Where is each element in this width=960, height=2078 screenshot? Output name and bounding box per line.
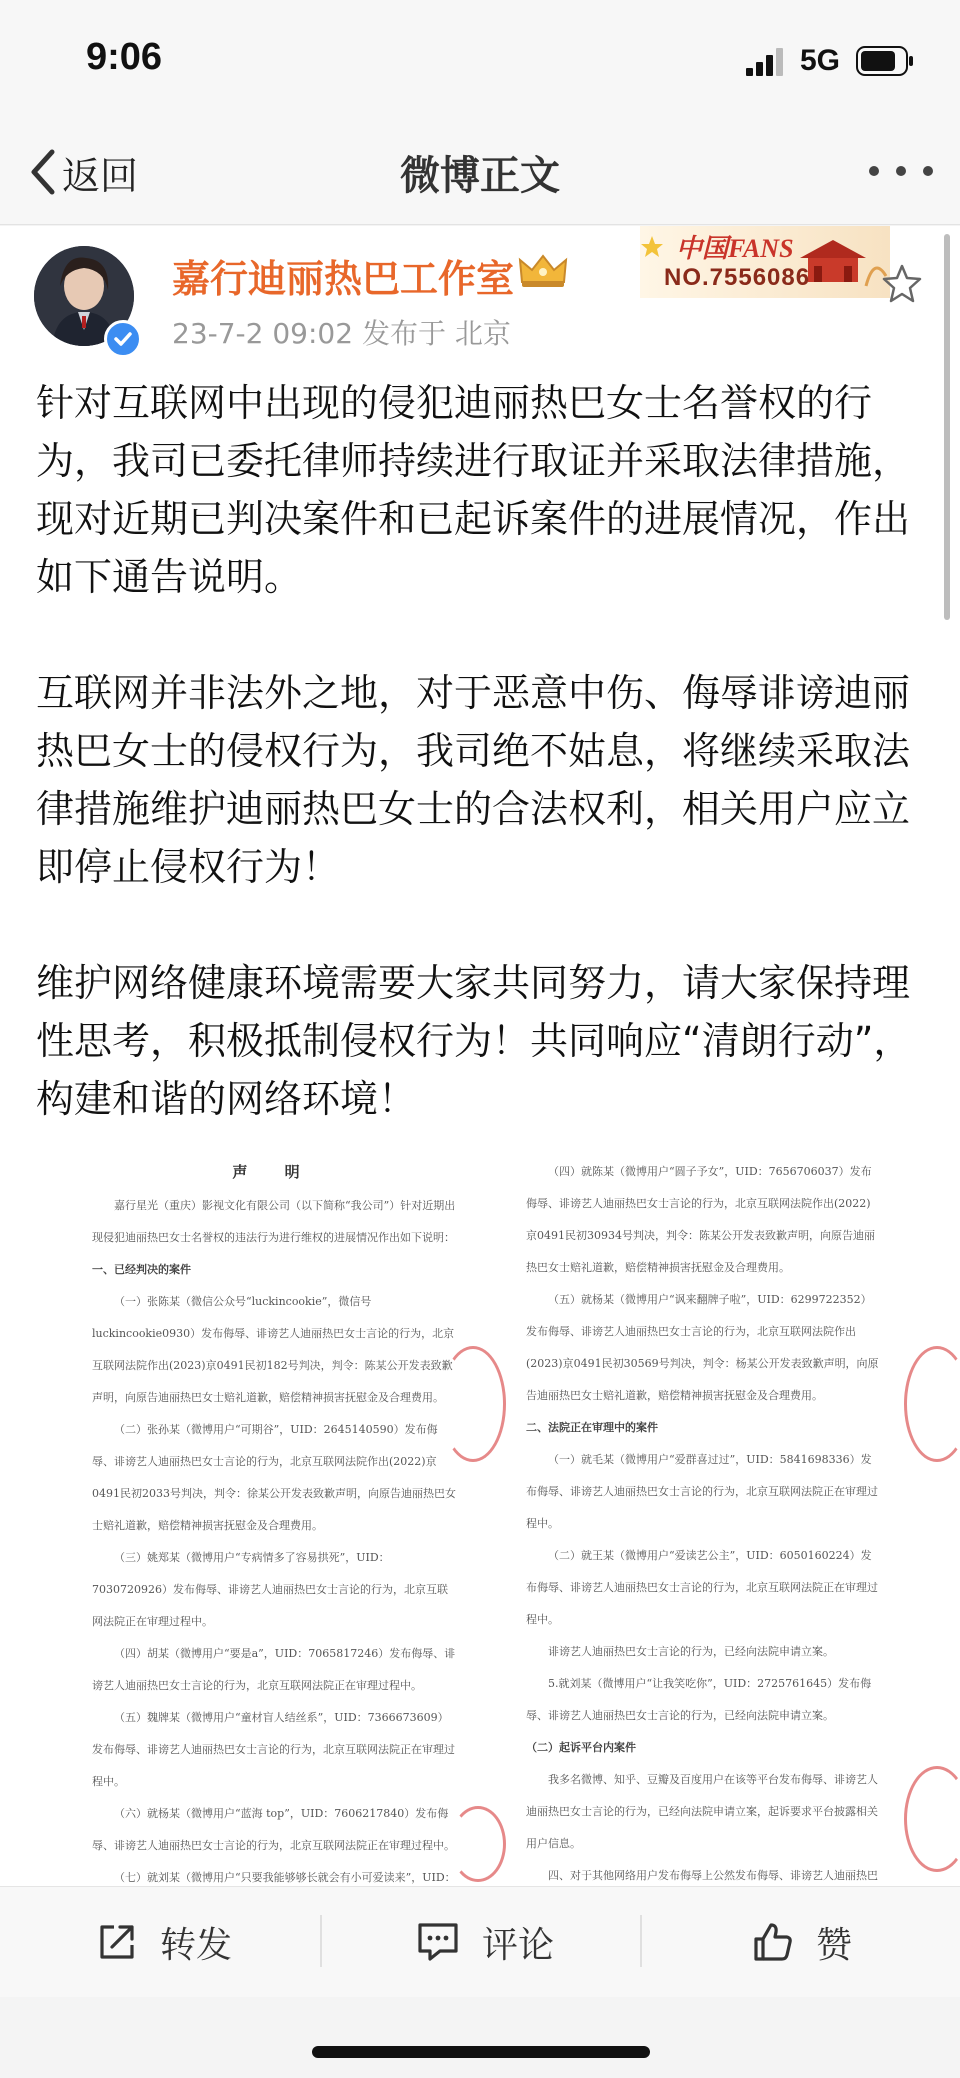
like-button[interactable] [752,1887,852,1997]
seal-stamp [904,1766,960,1872]
network-type: 5G [800,44,841,77]
comment-button[interactable] [416,1887,554,1997]
seal-stamp [440,1346,506,1462]
doc-line: （六）就杨某（微博用户“蓝海 top”，UID：7606217840）发布侮辱、诽谤艺人迪丽热巴女士言论的行为，北京互联网法院正在审理过程中。 [92,1807,455,1852]
fans-badge-title: 中国FANS [676,234,794,263]
back-label: 返回 [62,153,139,198]
doc-heading: （二）起诉平台内案件 [526,1741,636,1754]
doc-line: （五）魏牌某（微博用户“童材盲人结丝系”，UID：7366673609）发布侮辱、诽谤艺人迪丽热巴女士言论的行为，北京互联网法院正在审理过程中。 [92,1711,455,1788]
post-body [36,374,926,1186]
doc-line: 诽谤艺人迪丽热巴女士言论的行为，已经向法院申请立案。 [548,1645,834,1658]
seal-stamp [904,1346,960,1462]
share-icon [96,1921,138,1963]
doc-line: （二）张孙某（微博用户“可期谷”，UID：2645140590）发布侮辱、诽谤艺人迪丽热巴女士言论的行为，北京互联网法院作出(2022)京0491民初2033号判决，判令：徐某公开发表致歉声明，向原告迪丽热巴女士赔礼道歉，赔偿精神损害抚慰金及合理费用。 [92,1423,456,1532]
doc-line: （三）姚郑某（微博用户“专病情多了容易拱死”，UID：7030720926）发布侮辱、诽谤艺人迪丽热巴女士言论的行为，北京互联网法院正在审理过程中。 [92,1551,448,1628]
divider [320,1915,322,1967]
post-card [0,226,960,1886]
nav-bar [0,120,960,225]
seal-stamp [450,1806,506,1882]
more-icon[interactable] [866,158,936,184]
repost-label: 转发 [160,1924,233,1966]
doc-line: （四）就陈某（微博用户“圆子予女”，UID：7656706037）发布侮辱、诽谤艺人迪丽热巴女士言论的行为，北京互联网法院作出(2022)京0491民初30934号判决，判令：陈某公开发表致歉声明，向原告迪丽热巴女士赔礼道歉，赔偿精神损害抚慰金及合理费用。 [526,1165,875,1274]
doc-line: （七）就刘某（微博用户“只要我能够够长就会有小可爱读来”，UID： [114,1871,456,1884]
divider [640,1915,642,1967]
signal-icon [746,48,786,76]
document-image-left[interactable] [92,1156,456,1886]
home-indicator[interactable] [312,2046,650,2058]
status-bar [0,0,960,120]
doc-line: （一）张陈某（微信公众号“luckincookie”，微信号luckincookie0930）发布侮辱、诽谤艺人迪丽热巴女士言论的行为，北京互联网法院作出(2023)京0491民初182号判决，判令：陈某公开发表致歉声明，向原告迪丽热巴女士赔礼道歉，赔偿精神损害抚慰金及合理费用。 [92,1295,455,1404]
doc-title: 声 明 [232,1163,316,1181]
battery-icon [856,46,914,76]
doc-line: 5.就刘某（微博用户“让我笑吃你”，UID：2725761645）发布侮辱、诽谤艺人迪丽热巴女士言论的行为，已经向法院申请立案。 [526,1677,872,1722]
star-icon[interactable] [880,262,924,306]
doc-line: 四、对于其他网络用户发布侮辱上公然发布侮辱、诽谤艺人迪丽热巴 [548,1869,878,1882]
comment-label: 评论 [482,1924,555,1966]
doc-heading: 二、法院正在审理中的案件 [526,1421,658,1434]
document-image-right[interactable] [526,1156,880,1886]
doc-line: （二）就王某（微博用户“爱读艺公主”，UID：6050160224）发布侮辱、诽谤艺人迪丽热巴女士言论的行为，北京互联网法院正在审理过程中。 [526,1549,878,1626]
crown-icon [518,252,568,288]
page-title: 微博正文 [400,153,560,199]
status-time: 9:06 [86,36,163,78]
thumbs-up-icon [752,1921,794,1963]
doc-line: （一）就毛某（微博用户“爱群喜过过”，UID：5841698336）发布侮辱、诽谤艺人迪丽热巴女士言论的行为，北京互联网法院正在审理过程中。 [526,1453,878,1530]
doc-line: （五）就杨某（微博用户“讽来翻牌子啦”，UID：6299722352）发布侮辱、诽谤艺人迪丽热巴女士言论的行为，北京互联网法院作出(2023)京0491民初30569号判决，判令：杨某公开发表致歉声明，向原告迪丽热巴女士赔礼道歉，赔偿精神损害抚慰金及合理费用。 [526,1293,879,1402]
comment-icon [416,1921,460,1963]
user-name[interactable]: 嘉行迪丽热巴工作室 [172,257,515,301]
fans-number: NO.7556086 [664,264,811,291]
post-paragraph: 维护网络健康环境需要大家共同努力，请大家保持理性思考，积极抵制侵权行为！共同响应“清朗行动”，构建和谐的网络环境！ [36,961,912,1121]
doc-line: （四）胡某（微博用户“要是a”，UID：7065817246）发布侮辱、诽谤艺人迪丽热巴女士言论的行为，北京互联网法院正在审理过程中。 [92,1647,456,1692]
doc-heading: 一、已经判决的案件 [92,1263,191,1276]
verified-icon [104,320,142,358]
doc-line: 我多名微博、知乎、豆瓣及百度用户在该等平台发布侮辱、诽谤艺人迪丽热巴女士言论的行为，已经向法院申请立案，起诉要求平台披露相关用户信息。 [526,1773,878,1850]
action-bar [0,1886,960,1997]
post-paragraph: 互联网并非法外之地，对于恶意中伤、侮辱诽谤迪丽热巴女士的侵权行为，我司绝不姑息，将继续采取法律措施维护迪丽热巴女士的合法权利，相关用户应立即停止侵权行为！ [36,671,911,889]
post-paragraph: 针对互联网中出现的侵犯迪丽热巴女士名誉权的行为，我司已委托律师持续进行取证并采取法律措施，现对近期已判决案件和已起诉案件的进展情况，作出如下通告说明。 [36,381,911,599]
post-meta: 23-7-2 09:02 发布于 北京 [172,317,511,350]
doc-line: 嘉行星光（重庆）影视文化有限公司（以下简称“我公司”）针对近期出现侵犯迪丽热巴女士名誉权的违法行为进行维权的进展情况作出如下说明： [92,1199,456,1244]
like-label: 赞 [816,1924,853,1966]
scrollbar[interactable] [944,234,950,620]
repost-button[interactable] [96,1887,232,1997]
